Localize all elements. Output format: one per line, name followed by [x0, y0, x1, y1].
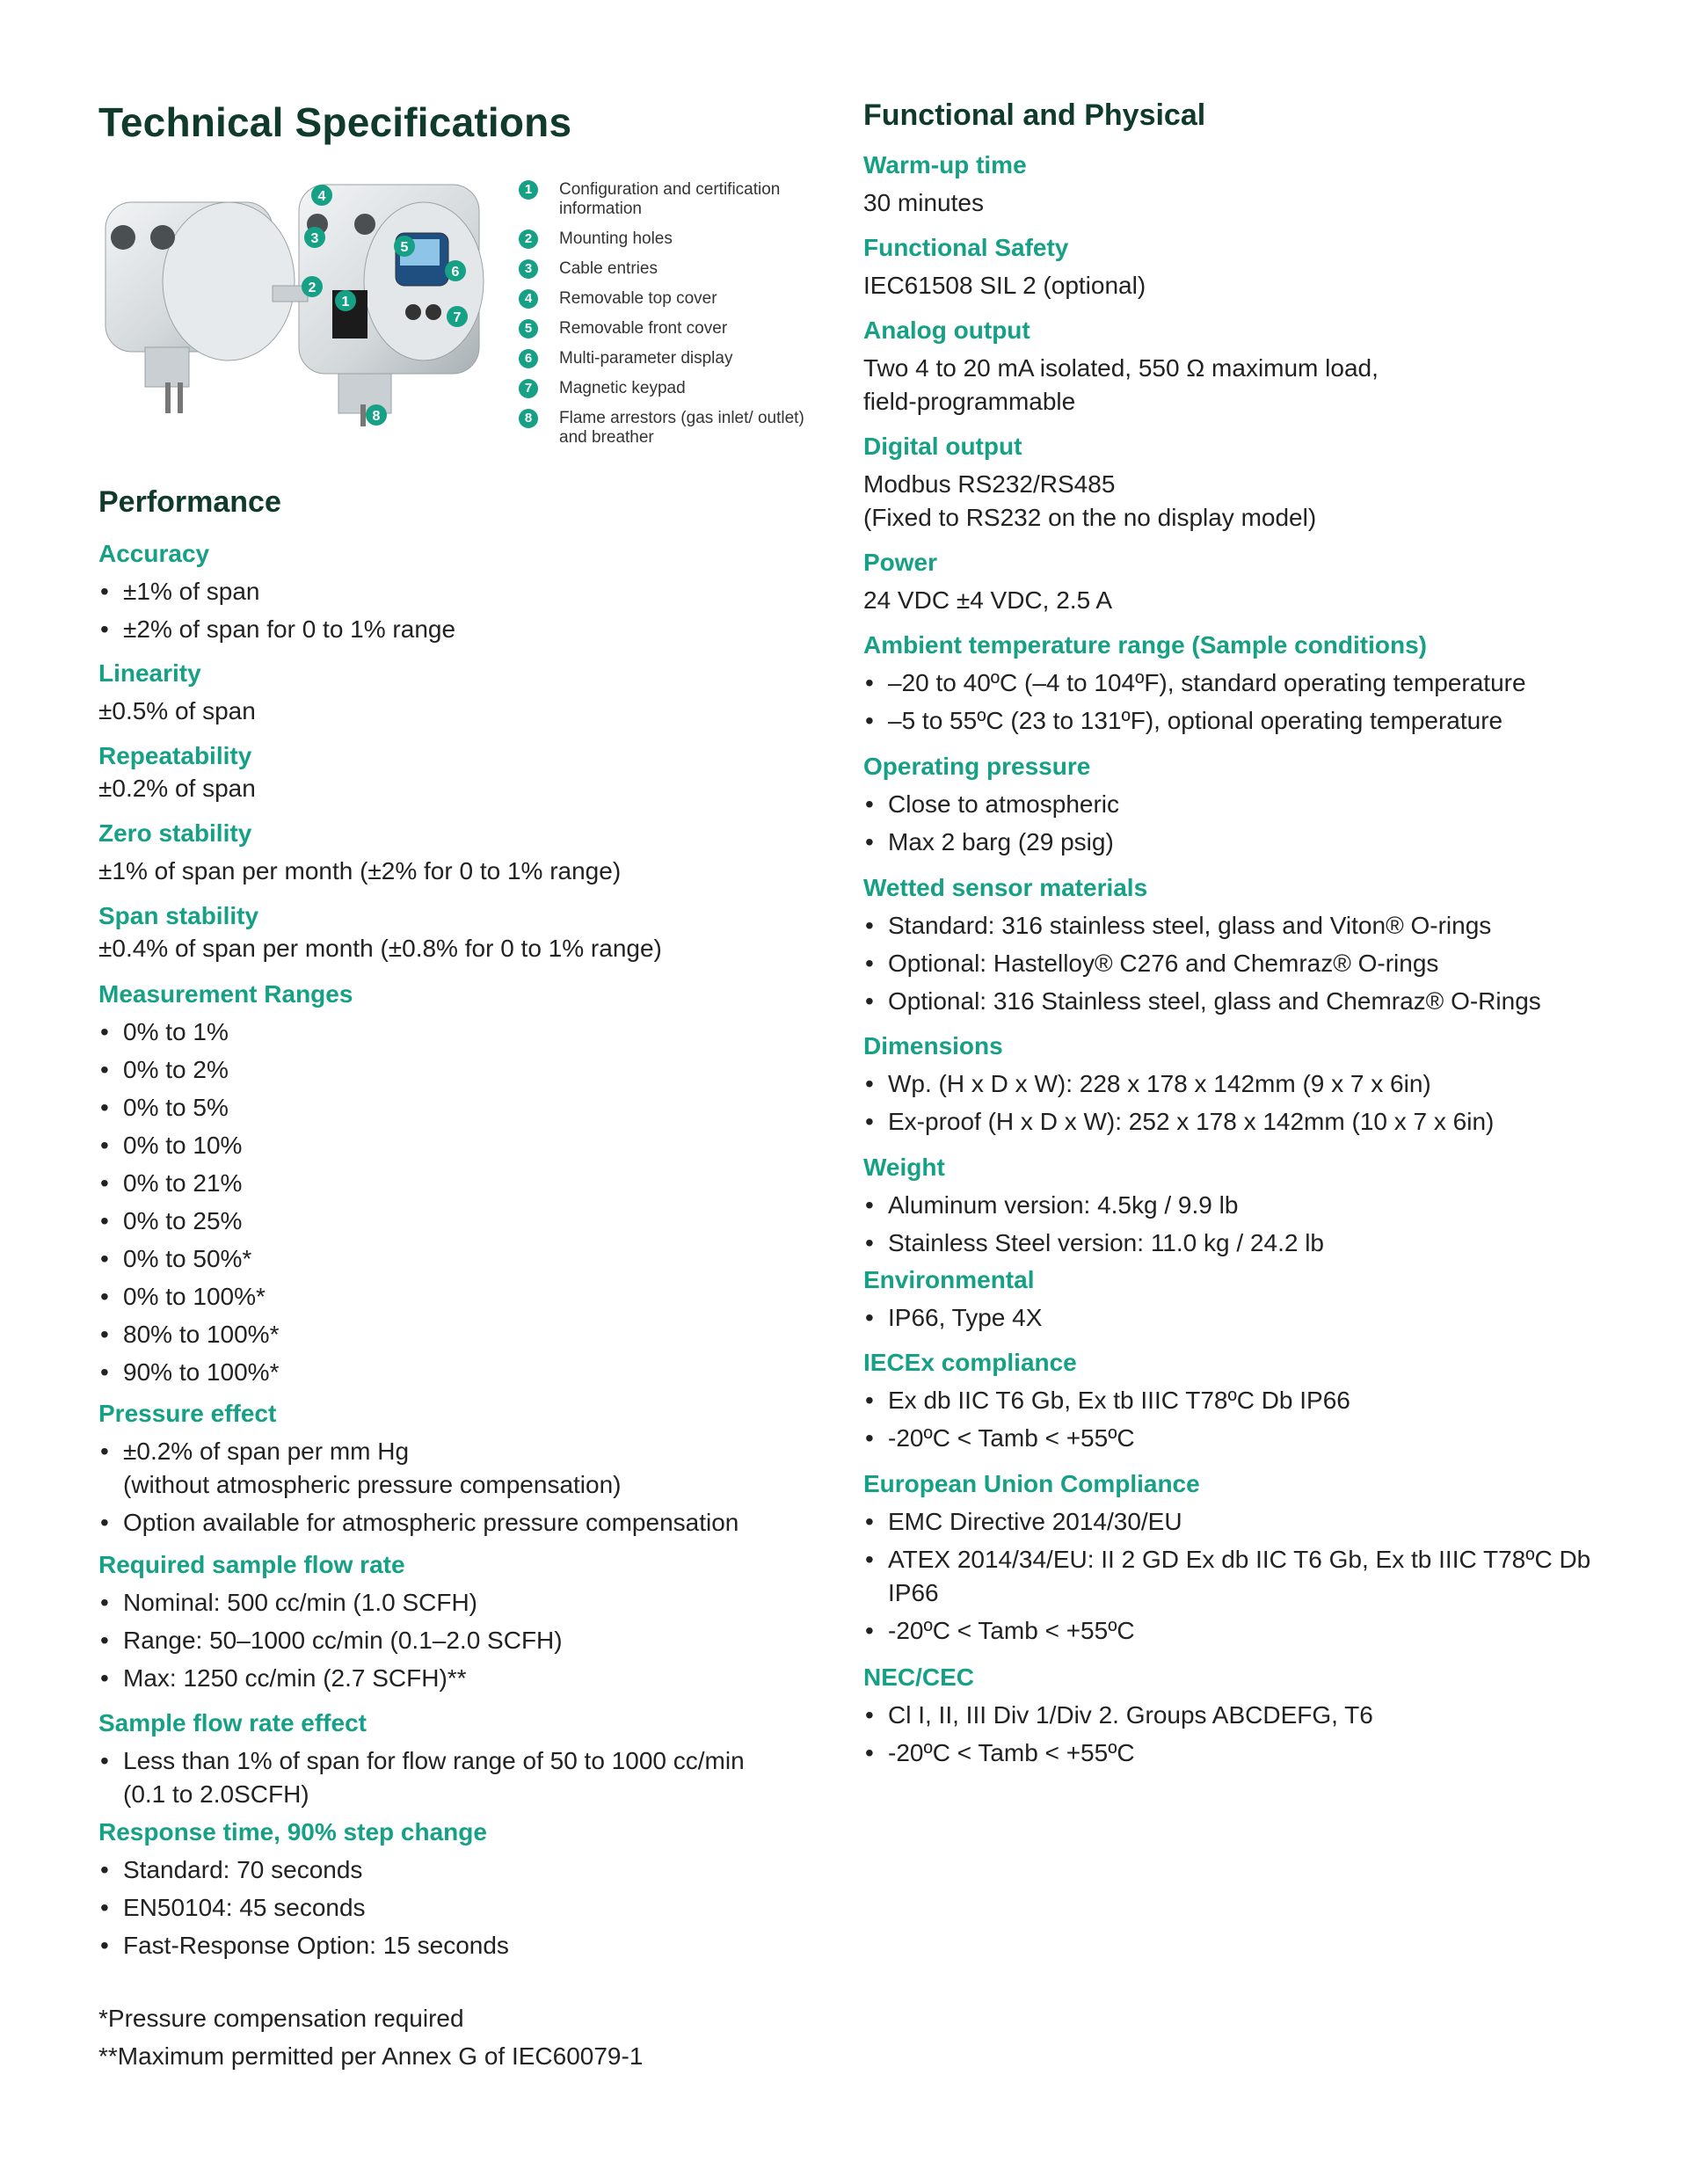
spec-nec-cec — [863, 1662, 1619, 1774]
callout-number: 3 — [519, 259, 538, 279]
list-item: • 80% to 100%* — [98, 1318, 819, 1351]
spec-span-stability — [98, 900, 819, 965]
list-item-line: ±0.2% of span per mm Hg — [123, 1438, 410, 1465]
list-item: • Ex-proof (H x D x W): 252 x 178 x 142mm (10 x 7 x 6in) — [863, 1105, 1619, 1139]
callout-label: Removable top cover — [559, 289, 717, 308]
list-item: • Stainless Steel version: 11.0 kg / 24.2 lb — [863, 1227, 1619, 1260]
list-item — [98, 1435, 819, 1502]
spec-environmental — [863, 1264, 1619, 1339]
spec-flow-effect — [98, 1707, 819, 1816]
performance-title: Performance — [98, 485, 281, 519]
spec-wetted-materials — [863, 872, 1619, 1023]
spec-digital-output — [863, 431, 1619, 535]
spec-zero-stability — [98, 818, 819, 888]
spec-head: Accuracy — [98, 540, 210, 567]
spec-linearity — [98, 658, 819, 728]
spec-ambient-temperature — [863, 630, 1619, 742]
spec-analog-output — [863, 315, 1619, 419]
callout-number: 2 — [519, 229, 538, 249]
spec-head: European Union Compliance — [863, 1470, 1200, 1497]
spec-value: ±0.5% of span — [98, 697, 256, 724]
spec-eu-compliance — [863, 1468, 1619, 1652]
list-item: • Ex db IIC T6 Gb, Ex tb IIIC T78ºC Db IP66 — [863, 1384, 1619, 1417]
list-item: • IP66, Type 4X — [863, 1301, 1619, 1335]
callout-item — [519, 289, 835, 309]
list-item: • EMC Directive 2014/30/EU — [863, 1505, 1619, 1539]
spec-head: Functional Safety — [863, 234, 1069, 261]
spec-head: Weight — [863, 1154, 945, 1181]
spec-weight — [863, 1152, 1619, 1264]
list-item: • 0% to 10% — [98, 1129, 819, 1162]
list-item: • Fast-Response Option: 15 seconds — [98, 1929, 819, 1962]
callout-item — [519, 319, 835, 339]
spec-head: Measurement Ranges — [98, 980, 353, 1008]
callout-number: 1 — [519, 180, 538, 200]
spec-head: Wetted sensor materials — [863, 874, 1148, 901]
spec-iecex — [863, 1347, 1619, 1460]
spec-power — [863, 547, 1619, 617]
list-item: • ±2% of span for 0 to 1% range — [98, 613, 819, 646]
spec-head: Zero stability — [98, 819, 252, 847]
list-item: • 0% to 1% — [98, 1016, 819, 1049]
spec-value-line: field-programmable — [863, 388, 1076, 415]
list-item: • 0% to 21% — [98, 1167, 819, 1200]
spec-value: 30 minutes — [863, 189, 984, 216]
svg-text:3: 3 — [310, 231, 319, 246]
callout-number: 7 — [519, 379, 538, 398]
spec-head: Required sample flow rate — [98, 1551, 405, 1578]
svg-text:1: 1 — [341, 295, 350, 309]
page-title: Technical Specifications — [98, 99, 572, 145]
spec-head: Digital output — [863, 433, 1022, 460]
callout-number: 6 — [519, 349, 538, 368]
callout-item — [519, 229, 835, 249]
callout-item — [519, 180, 835, 219]
list-item: • Option available for atmospheric pressure compensation — [98, 1506, 819, 1540]
svg-text:2: 2 — [308, 280, 316, 295]
spec-head: Warm-up time — [863, 151, 1027, 178]
svg-text:4: 4 — [317, 189, 326, 204]
footnote: *Pressure compensation required — [98, 2005, 464, 2032]
spec-head: Operating pressure — [863, 753, 1091, 780]
callout-item — [519, 379, 835, 398]
spec-warmup — [863, 149, 1619, 220]
spec-head: Response time, 90% step change — [98, 1818, 487, 1845]
callout-label: Magnetic keypad — [559, 379, 686, 397]
list-item: • Nominal: 500 cc/min (1.0 SCFH) — [98, 1586, 819, 1620]
spec-value: 24 VDC ±4 VDC, 2.5 A — [863, 586, 1113, 614]
list-item-line: IP66 — [888, 1579, 939, 1606]
spec-value: ±0.4% of span per month (±0.8% for 0 to 1% range) — [98, 935, 662, 962]
list-item-line: (0.1 to 2.0SCFH) — [123, 1780, 309, 1808]
callout-label: Multi-parameter display — [559, 349, 733, 368]
spec-head: Linearity — [98, 659, 201, 687]
callout-label: Configuration and certification information — [559, 180, 781, 218]
list-item: • Standard: 70 seconds — [98, 1853, 819, 1887]
spec-value-line: (Fixed to RS232 on the no display model) — [863, 504, 1317, 531]
list-item: • Max 2 barg (29 psig) — [863, 826, 1619, 859]
svg-text:6: 6 — [451, 265, 460, 280]
spec-measurement-ranges — [98, 979, 819, 1394]
spec-head: Power — [863, 549, 938, 576]
spec-value: IEC61508 SIL 2 (optional) — [863, 272, 1146, 299]
spec-required-flow — [98, 1549, 819, 1700]
callout-item — [519, 259, 835, 279]
spec-dimensions — [863, 1030, 1619, 1143]
svg-text:7: 7 — [453, 310, 462, 325]
svg-text:8: 8 — [372, 409, 381, 424]
spec-repeatability — [98, 740, 819, 805]
list-item: • –20 to 40ºC (–4 to 104ºF), standard operating temperature — [863, 666, 1619, 700]
spec-head: Span stability — [98, 902, 259, 929]
spec-functional-safety — [863, 232, 1619, 302]
list-item-line: Less than 1% of span for flow range of 50 to 1000 cc/min — [123, 1747, 745, 1774]
list-item: • -20ºC < Tamb < +55ºC — [863, 1614, 1619, 1648]
list-item-line: (without atmospheric pressure compensation) — [123, 1471, 622, 1498]
spec-head: Pressure effect — [98, 1400, 277, 1427]
callout-label: Mounting holes — [559, 229, 673, 248]
callout-label: Flame arrestors (gas inlet/ outlet) and breather — [559, 409, 804, 447]
callout-legend — [519, 180, 835, 458]
spec-head: Environmental — [863, 1266, 1035, 1293]
callout-item — [519, 409, 835, 448]
callout-number: 5 — [519, 319, 538, 339]
spec-head: Sample flow rate effect — [98, 1709, 367, 1736]
list-item: • 0% to 2% — [98, 1053, 819, 1087]
svg-text:5: 5 — [400, 240, 409, 255]
list-item — [863, 1543, 1619, 1610]
spec-value-line: Two 4 to 20 mA isolated, 550 Ω maximum load, — [863, 354, 1379, 382]
functional-title: Functional and Physical — [863, 98, 1206, 132]
spec-response-time — [98, 1816, 819, 1967]
list-item: • Close to atmospheric — [863, 788, 1619, 821]
footnote: **Maximum permitted per Annex G of IEC60079-1 — [98, 2042, 644, 2070]
list-item: • Cl I, II, III Div 1/Div 2. Groups ABCDEFG, T6 — [863, 1699, 1619, 1732]
spec-head: Dimensions — [863, 1032, 1003, 1059]
list-item: • EN50104: 45 seconds — [98, 1891, 819, 1925]
list-item: • Standard: 316 stainless steel, glass and Viton® O-rings — [863, 909, 1619, 943]
spec-value: ±0.2% of span — [98, 775, 256, 802]
list-item: • -20ºC < Tamb < +55ºC — [863, 1422, 1619, 1455]
list-item: • Range: 50–1000 cc/min (0.1–2.0 SCFH) — [98, 1624, 819, 1657]
list-item: • ±1% of span — [98, 575, 819, 608]
list-item: • 0% to 5% — [98, 1091, 819, 1125]
spec-operating-pressure — [863, 751, 1619, 863]
spec-head: Ambient temperature range (Sample conditions) — [863, 631, 1427, 659]
list-item: • 0% to 25% — [98, 1205, 819, 1238]
list-item: • 90% to 100%* — [98, 1356, 819, 1389]
callout-item — [519, 349, 835, 368]
product-image — [97, 176, 510, 431]
callout-label: Cable entries — [559, 259, 658, 278]
list-item: • 0% to 100%* — [98, 1280, 819, 1314]
callout-number: 8 — [519, 409, 538, 428]
list-item: • 0% to 50%* — [98, 1242, 819, 1276]
list-item: • Max: 1250 cc/min (2.7 SCFH)** — [98, 1662, 819, 1695]
spec-value-line: Modbus RS232/RS485 — [863, 470, 1116, 498]
spec-value: ±1% of span per month (±2% for 0 to 1% range) — [98, 857, 622, 885]
list-item: • Aluminum version: 4.5kg / 9.9 lb — [863, 1189, 1619, 1222]
spec-head: Repeatability — [98, 742, 252, 769]
spec-head: Analog output — [863, 317, 1030, 344]
list-item — [98, 1744, 819, 1811]
list-item: • Wp. (H x D x W): 228 x 178 x 142mm (9 x 7 x 6in) — [863, 1067, 1619, 1101]
list-item: • –5 to 55ºC (23 to 131ºF), optional operating temperature — [863, 704, 1619, 738]
list-item: • Optional: 316 Stainless steel, glass and Chemraz® O-Rings — [863, 985, 1619, 1018]
callout-label: Removable front cover — [559, 319, 728, 338]
list-item-line: ATEX 2014/34/EU: II 2 GD Ex db IIC T6 Gb, Ex tb IIIC T78ºC Db — [888, 1546, 1591, 1573]
spec-head: NEC/CEC — [863, 1663, 975, 1691]
list-item: • Optional: Hastelloy® C276 and Chemraz® O-rings — [863, 947, 1619, 980]
spec-accuracy — [98, 538, 819, 651]
list-item: • -20ºC < Tamb < +55ºC — [863, 1736, 1619, 1770]
spec-pressure-effect — [98, 1398, 819, 1544]
callout-number: 4 — [519, 289, 538, 309]
spec-head: IECEx compliance — [863, 1349, 1077, 1376]
